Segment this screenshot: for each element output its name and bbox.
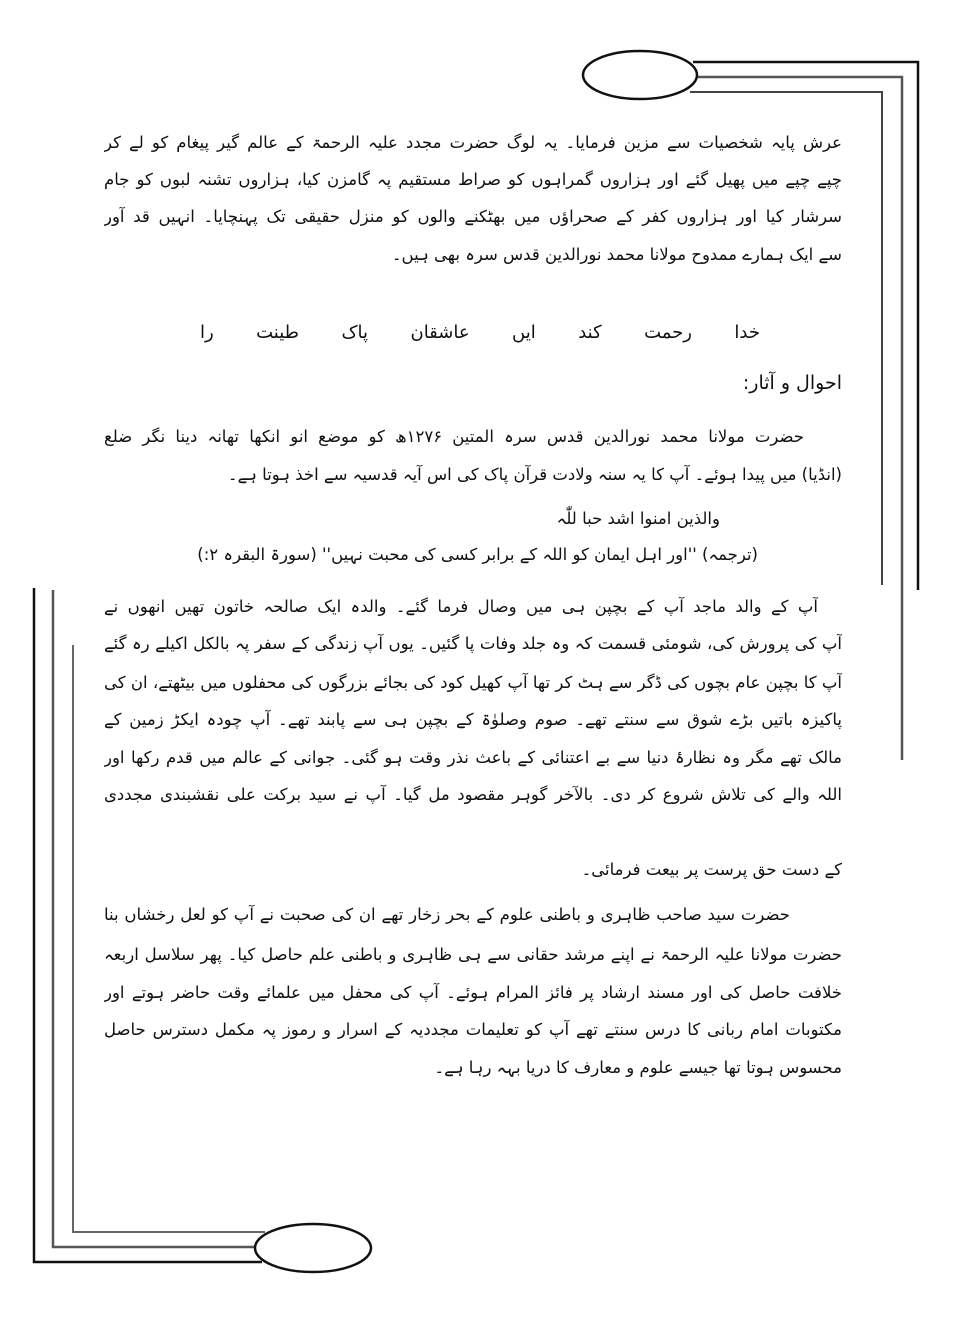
paragraph-line: محسوس ہوتا تھا جیسے علوم و معارف کا دریا بہہ رہا ہے۔ — [434, 1058, 842, 1077]
section-heading: احوال و آثار: — [742, 372, 842, 394]
top-oval-ornament — [583, 51, 697, 99]
paragraph-line: حضرت مولانا محمد نورالدین قدس سرہ المتین ۱۲۷۶ھ کو موضع انو انکھا تھانہ دینا نگر ضلع — [104, 427, 804, 446]
paragraph-line: مکتوبات امام ربانی کا درس سنتے تھے آپ کو تعلیمات مجددیہ کے اسرار و رموز پہ مکمل دسترس حاصل — [104, 1020, 842, 1039]
paragraph-line: سرشار کیا اور ہزاروں کفر کے صحراؤں میں بھٹکنے والوں کو منزل حقیقی تک پہنچایا۔ انہیں قد آور — [104, 207, 842, 226]
paragraph-line: کے دست حق پرست پر بیعت فرمائی۔ — [581, 860, 842, 879]
paragraph-line: حضرت سید صاحب ظاہری و باطنی علوم کے بحر زخار تھے ان کی صحبت نے آپ کو لعل رخشاں بنا — [104, 905, 790, 924]
verse-translation: (ترجمہ) ''اور اہل ایمان کو اللہ کے برابر کسی کی محبت نہیں'' (سورۃ البقرہ ۲:) — [197, 545, 758, 564]
paragraph-line: آپ کے والد ماجد آپ کے بچپن ہی میں وصال فرما گئے۔ والدہ ایک صالحہ خاتون تھیں انھوں نے — [104, 597, 818, 616]
quran-verse: والذین امنوا اشد حبا للّٰہ — [556, 509, 720, 528]
persian-verse: خدا رحمت کند ایں عاشقان پاک طینت را — [200, 322, 760, 343]
paragraph-line: چپے چپے میں پھیل گئے اور ہزاروں گمراہوں کو صراط مستقیم پہ گامزن کیا، ہزاروں تشنہ لبوں کو جام — [104, 170, 842, 189]
paragraph-line: حضرت مولانا علیہ الرحمۃ نے اپنے مرشد حقانی سے ہی ظاہری و باطنی علم حاصل کیا۔ پھر سلاسل اربعہ — [104, 945, 842, 964]
paragraph-line: سے ایک ہمارے ممدوح مولانا محمد نورالدین قدس سرہ بھی ہیں۔ — [391, 245, 842, 264]
paragraph-line: آپ کا بچپن عام بچوں کی ڈگر سے ہٹ کر تھا آپ کھیل کود کی بجائے بزرگوں کی محفلوں میں بیٹھتے، ان کی — [104, 673, 842, 692]
paragraph-line: مالک تھے مگر وہ نظارۂ دنیا سے بے اعتنائی کے باعث نذر وقت ہو گئی۔ جوانی کے عالم میں قدم رکھا اور — [104, 748, 842, 767]
paragraph-line: آپ کی پرورش کی، شومئی قسمت کہ وہ جلد وفات پا گئیں۔ یوں آپ زندگی کے سفر پہ بالکل اکیلے رہ گئے — [104, 634, 842, 653]
paragraph-line: (انڈیا) میں پیدا ہوئے۔ آپ کا یہ سنہ ولادت قرآن پاک کی اس آیہ قدسیہ سے اخذ ہوتا ہے۔ — [227, 465, 842, 484]
paragraph-line: پاکیزہ باتیں بڑے شوق سے سنتے تھے۔ صوم وصلوٰۃ کے بچپن ہی سے پابند تھے۔ آپ چودہ ایکڑ زمین کے — [104, 710, 842, 729]
bottom-oval-ornament — [255, 1224, 371, 1272]
paragraph-line: اللہ والے کی تلاش شروع کر دی۔ بالآخر گوہر مقصود مل گیا۔ آپ نے سید برکت علی نقشبندی مجددی — [104, 785, 842, 804]
paragraph-line: عرش پایہ شخصیات سے مزین فرمایا۔ یہ لوگ حضرت مجدد علیہ الرحمۃ کے عالم گیر پیغام کو لے کر — [104, 133, 842, 152]
paragraph-line: خلافت حاصل کی اور مسند ارشاد پر فائز المرام ہوئے۔ آپ کی محفل میں علمائے وقت حاضر ہوتے اور — [104, 983, 842, 1002]
